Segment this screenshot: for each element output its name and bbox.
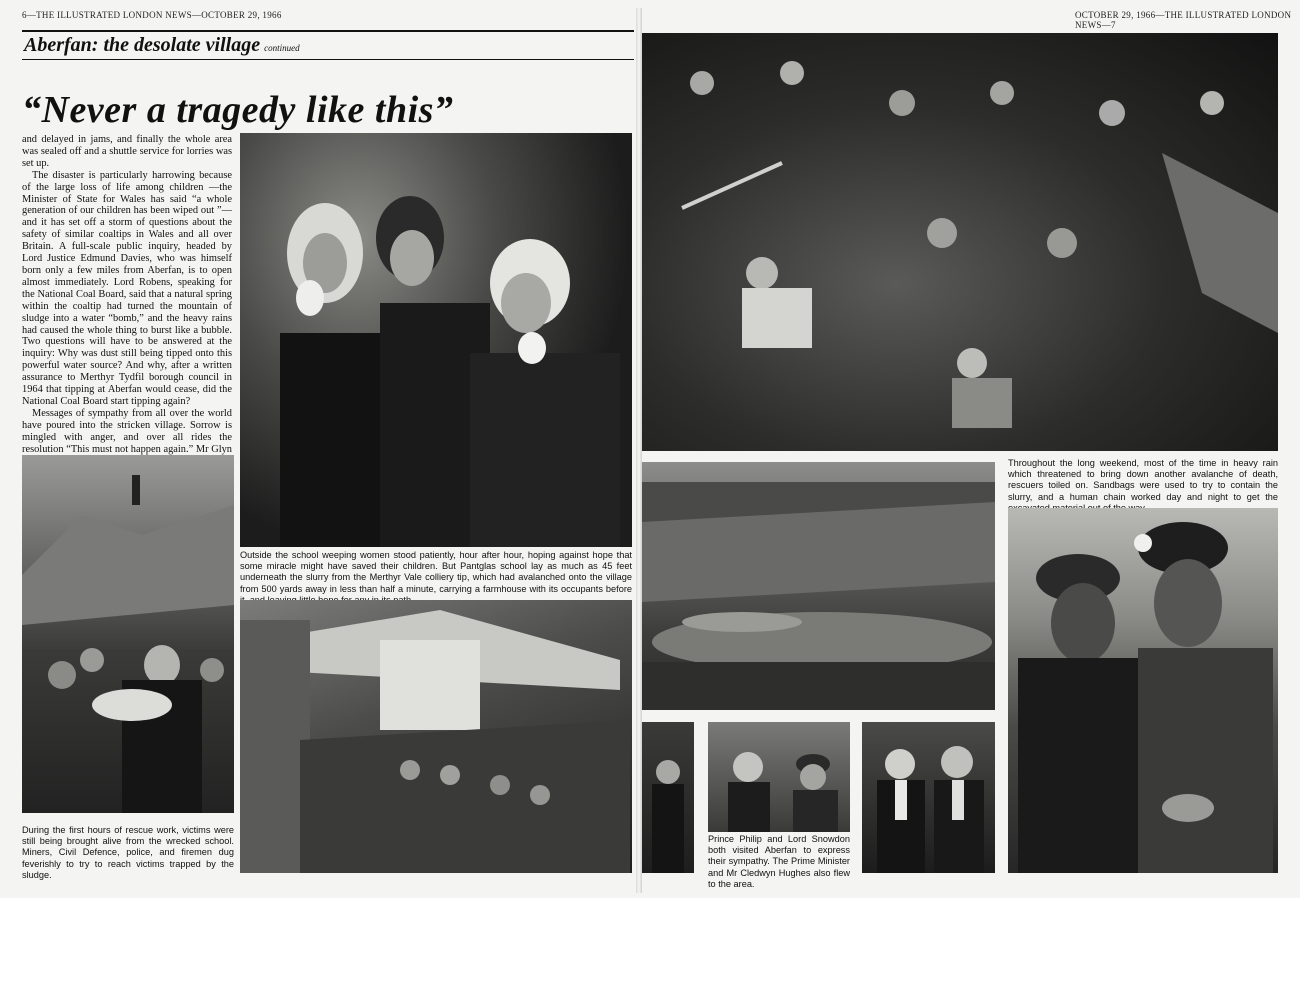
- caption-weekend: Throughout the long weekend, most of the time in heavy rain which threatened to bring down another avalanche of death, rescuers toiled on. Sandbags were used to try to contain the slurry, and a human chain worked day and night to get the: [1008, 458, 1278, 502]
- photo-rescuer-carrying-child: [22, 455, 234, 813]
- portrait-figure-icon: [642, 722, 694, 873]
- kicker-continued: continued: [264, 43, 300, 53]
- photo-weeping-women: [240, 133, 632, 547]
- caption-rescue: During the first hours of rescue work, victims were still being brought alive from the wrecked school. Miners, Civil Defence, police, and firemen dug feverishly to try to reach victims trapped by the sludge.: [22, 825, 234, 880]
- officials-figures-icon: [862, 722, 995, 873]
- article-headline: “Never a tragedy like this”: [22, 89, 454, 131]
- photo-miners-digging: [642, 33, 1278, 451]
- visitors-figures-icon: [708, 722, 850, 832]
- digging-crowd-icon: [642, 33, 1278, 451]
- wreckage-scene-icon: [240, 600, 632, 873]
- photo-two-miners: [1008, 508, 1278, 873]
- kicker-title: Aberfan: the desolate village: [24, 34, 261, 56]
- section-kicker: [22, 30, 634, 60]
- photo-small-portrait: [642, 722, 694, 873]
- folio-left: 6—THE ILLUSTRATED LONDON NEWS—OCTOBER 29, 1966: [22, 10, 282, 20]
- women-figures-icon: [240, 133, 632, 547]
- village-rooftops-icon: [642, 462, 995, 710]
- miners-helmets-icon: [1008, 508, 1278, 873]
- bottom-margin: [0, 898, 1300, 991]
- caption-women: Outside the school weeping women stood patiently, hour after hour, hoping against hope that some miracle might have saved their children. But Pantglas school lay as much as 45 feet underneath the slurry from the Merthyr Vale colliery tip, which had avalanched onto the village from 500 yards away in less than half a minute, carrying a farmhouse with its occupants before: [240, 550, 632, 594]
- rubble-crowd-icon: [22, 455, 234, 813]
- body-paragraph: The disaster is particularly harrowing because of the large loss of life among children —the Minister of State for Wales has said “a whole generation of our children has been wiped out ”—and it has set off a storm of questions about the safety of similar coaltips in Wales and all over Britain. A full-scale public inquiry, headed by Lord Justice Edmund Davies, who was himself born only a few miles from Aberfan, is to open almost immediately. Lord Robens, speaking for the National Coal Board, said that a natural spring within the coaltip had turned the mountain of sludge into a water “bomb,” and the heavy rains had caused the whole thing to burst like a bubble. Two questions will have to be answered at the inquiry: Why was dust still being tipped onto this powerful water source? And why, after a written assurance to Merthyr Tydfil borough council in 1964 that tipping at Aberfan would cease, did the National Coal Board start tipping again?: [22, 169, 232, 407]
- photo-village-sandbags: [642, 462, 995, 710]
- folio-right: OCTOBER 29, 1966—THE ILLUSTRATED LONDON NEWS—7: [1075, 10, 1292, 30]
- photo-school-wreckage: [240, 600, 632, 873]
- article-body: [22, 134, 232, 491]
- photo-prince-philip-visit: [708, 722, 850, 832]
- caption-visitors: Prince Philip and Lord Snowdon both visited Aberfan to express their sympathy. The Prime Minister and Mr Cledwyn Hughes also flew to the area.: [708, 834, 850, 889]
- body-paragraph: and delayed in jams, and finally the whole area was sealed off and a shuttle service for lorries was set up.: [22, 134, 232, 169]
- photo-prime-minister-visit: [862, 722, 995, 873]
- body-paragraph: Messages of sympathy from all over the world have poured into the stricken village. Sorrow is mingled with anger, and over all rides the resolution “This must not happen again.” Mr Glyn: [22, 407, 232, 455]
